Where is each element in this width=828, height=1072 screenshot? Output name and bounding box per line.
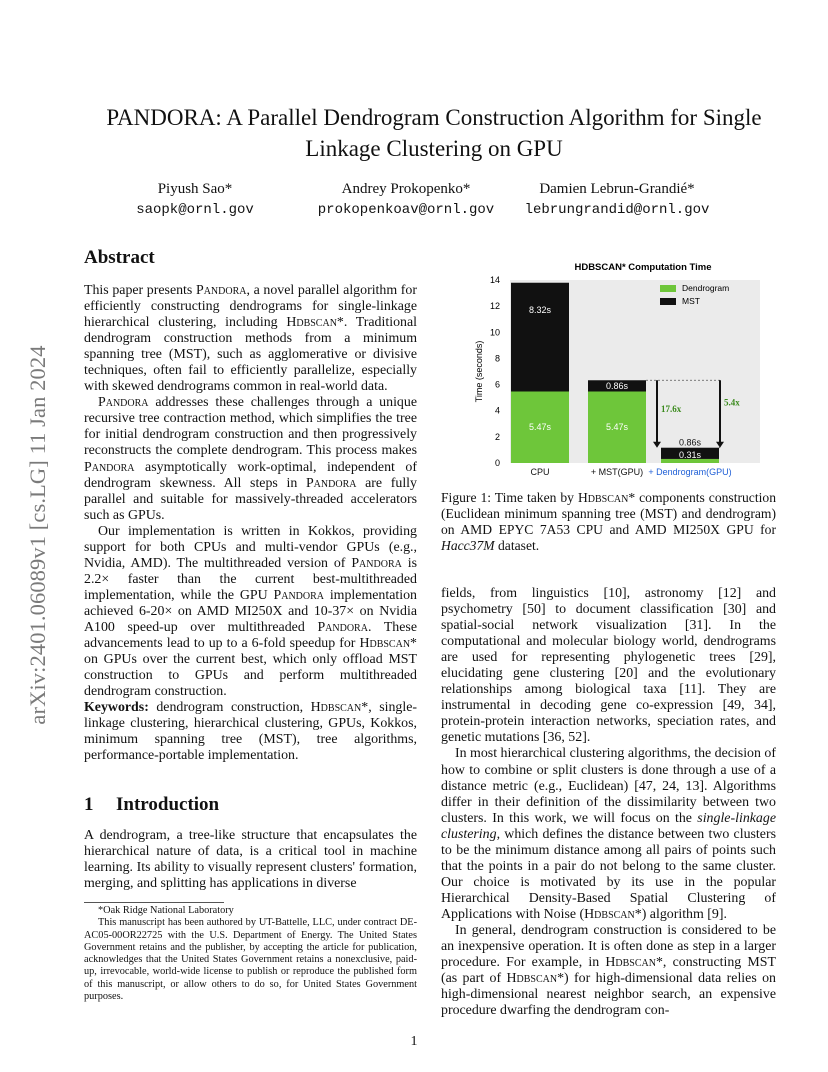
dendrogram-value-label: 0.31s: [678, 449, 702, 460]
abstract-body: [84, 283, 417, 764]
mst-bar: [511, 283, 569, 392]
y-axis-label: Time (seconds): [474, 340, 484, 403]
author-name: Damien Lebrun-Grandié*: [539, 181, 695, 197]
abstract-heading: Abstract: [84, 247, 155, 268]
intro-paragraph: A dendrogram, a tree-like structure that encapsulates the hierarchical nature of data, is a critical tool in machine learning. Its ability to visually represent clusters' formation, merging, and splitting has applications in diverse: [84, 828, 417, 892]
author-name: Piyush Sao*: [157, 181, 233, 197]
legend-swatch: [660, 285, 676, 292]
y-tick-label: 0: [494, 458, 500, 468]
y-tick-label: 14: [489, 275, 500, 285]
paper-title: PANDORA: A Parallel Dendrogram Construction Algorithm for Single Linkage Clustering on GPU: [106, 105, 762, 161]
mst-value-label: 8.32s: [528, 304, 552, 315]
abstract-paragraph: Our implementation is written in Kokkos, providing support for both CPUs and multi-vendor GPUs (e.g., Nvidia, AMD). The multithreaded version of Pandora is 2.2× faster than the current best-multithreaded implementation, while the GPU Pandora implementation achieved 6-20× on AMD MI250X and 10-37× on Nvidia A100 speed-up over multithreaded Pandora. These advancements lead to up to a 6-fold speedup for Hdbscan* on GPUs over the current best, which only offload MST construction to GPUs and perform multithreaded dendrogram construction.: [84, 523, 418, 700]
speedup-annotation: 17.6x: [661, 404, 682, 415]
dendrogram-value-label: 5.47s: [605, 422, 629, 433]
author-email[interactable]: prokopenkoav@ornl.gov: [317, 202, 495, 218]
mst-value-label: 0.86s: [605, 380, 629, 391]
speedup-annotation: 5.4x: [724, 397, 740, 408]
dataset-name: Hacc37M: [441, 538, 495, 553]
x-tick-label: CPU: [530, 467, 550, 477]
right-column-body: [441, 586, 776, 1019]
author-2: [296, 179, 516, 221]
y-tick-label: 6: [494, 379, 500, 390]
abstract-paragraph: This paper presents Pandora, a novel parallel algorithm for efficiently constructing dendrograms for single-linkage hierarchical clustering, including Hdbscan*. Traditional dendrogram construction methods from a minimum spanning tree (MST), such as agglomerative or divisive techniques, often fail to efficiently parallelize, especially with skewed dendrograms common in real-world data.: [84, 283, 417, 395]
chart-title: HDBSCAN* Computation Time: [574, 262, 712, 273]
section-title: Introduction: [116, 794, 220, 815]
dendrogram-value-label: 5.47s: [528, 422, 552, 433]
arxiv-sidebar: [20, 292, 56, 778]
page-number: 1: [410, 1034, 418, 1049]
y-tick-label: 10: [489, 327, 500, 338]
legend-label: MST: [682, 296, 700, 306]
section-heading: [84, 794, 219, 816]
author-1: [120, 179, 270, 221]
legend-label: Dendrogram: [682, 283, 730, 293]
abstract-paragraph: Pandora addresses these challenges through a unique recursive tree contraction method, which simplifies the tree for initial dendrogram construction and then progressively reconstructs the complete dendrogram. This process makes Pandora asymptotically work-optimal, independent of dendrogram skewness. All steps in Pandora are fully parallel and suitable for massively-threaded accelerators such as GPUs.: [84, 395, 417, 523]
legend-swatch: [660, 298, 676, 305]
body-paragraph: In general, dendrogram construction is considered to be an inexpensive operation. It is often done as step in a larger procedure. For example, in Hdbscan*, constructing MST (as part of Hdbscan*) for high-dimensional data relies on high-dimensional nearest neighbor search, an expensive procedure dwarfing the dendrogram con-: [441, 922, 776, 1019]
intro-body: [84, 828, 417, 892]
computation-time-chart: [470, 258, 770, 480]
footnote-rule: [84, 902, 224, 903]
y-tick-label: 4: [494, 405, 500, 416]
footnote-affiliation: *Oak Ridge National Laboratory: [98, 905, 234, 916]
footnotes: [84, 905, 417, 1003]
arxiv-identifier[interactable]: arXiv:2401.06089v1 [cs.LG] 11 Jan 2024: [25, 345, 50, 725]
body-paragraph: fields, from linguistics [10], astronomy [12] and psychometry [50] to document classification [30] and spatial-social network visualization [31]. In the computational and molecular biology world, dendrograms are used for representing phylogenetic trees [29], elucidating gene clustering [20] and the evolutionary relationships among biological taxa [11]. They are instrumental in decoding gene co-expression [49, 34], protein-protein interaction networks, speciation rates, and genetic mutations [36, 52].: [441, 586, 776, 746]
section-number: 1: [84, 794, 94, 815]
author-email[interactable]: saopk@ornl.gov: [136, 202, 254, 218]
author-email[interactable]: lebrungrandid@ornl.gov: [524, 202, 710, 218]
y-tick-label: 2: [494, 431, 500, 442]
x-tick-label: + MST(GPU): [590, 467, 644, 477]
author-name: Andrey Prokopenko*: [341, 181, 471, 197]
body-paragraph: In most hierarchical clustering algorithms, the decision of how to combine or split clusters is done through a use of a distance metric (e.g., Euclidean) [47, 24, 13]. Algorithms differ in their definition of the dissimilarity between two clusters. In this work, we will focus on the single-linkage clustering, which defines the distance between two clusters to be the minimum distance among all pairs of points such that the points in a pair do not belong to the same cluster. Our choice is motivated by its use in the popular Hierarchical Density-Based Spatial Clustering of Applications with Noise (Hdbscan*) algorithm [9].: [441, 746, 776, 922]
keywords-label: Keywords:: [84, 700, 149, 716]
y-tick-label: 8: [494, 353, 500, 364]
mst-value-label: 0.86s: [678, 437, 702, 448]
footnote-notice: This manuscript has been authored by UT-Battelle, LLC, under contract DE-AC05-00OR22725 with the U.S. Department of Energy. The United States Government retains and the publisher, by accepting the article for publication, acknowledges that the United States Government retains a nonexclusive, paid-up, irrevocable, world-wide license to publish or reproduce the published form of this manuscript, or allow others to do so, for United States Government purposes.: [84, 917, 417, 1003]
y-tick-label: 12: [489, 301, 500, 312]
figure-caption: Figure 1: Time taken by Hdbscan* components construction (Euclidean minimum spanning tree (MST) and dendrogram) on AMD EPYC 7A53 CPU and AMD MI250X GPU for Hacc37M dataset.: [441, 490, 776, 553]
x-tick-label: + Dendrogram(GPU): [648, 467, 732, 477]
author-3: [512, 179, 722, 221]
keywords: Keywords: dendrogram construction, Hdbscan*, single-linkage clustering, hierarchical clustering, GPUs, Kokkos, minimum spanning tree (MST), tree algorithms, performance-portable implementation.: [84, 700, 417, 764]
